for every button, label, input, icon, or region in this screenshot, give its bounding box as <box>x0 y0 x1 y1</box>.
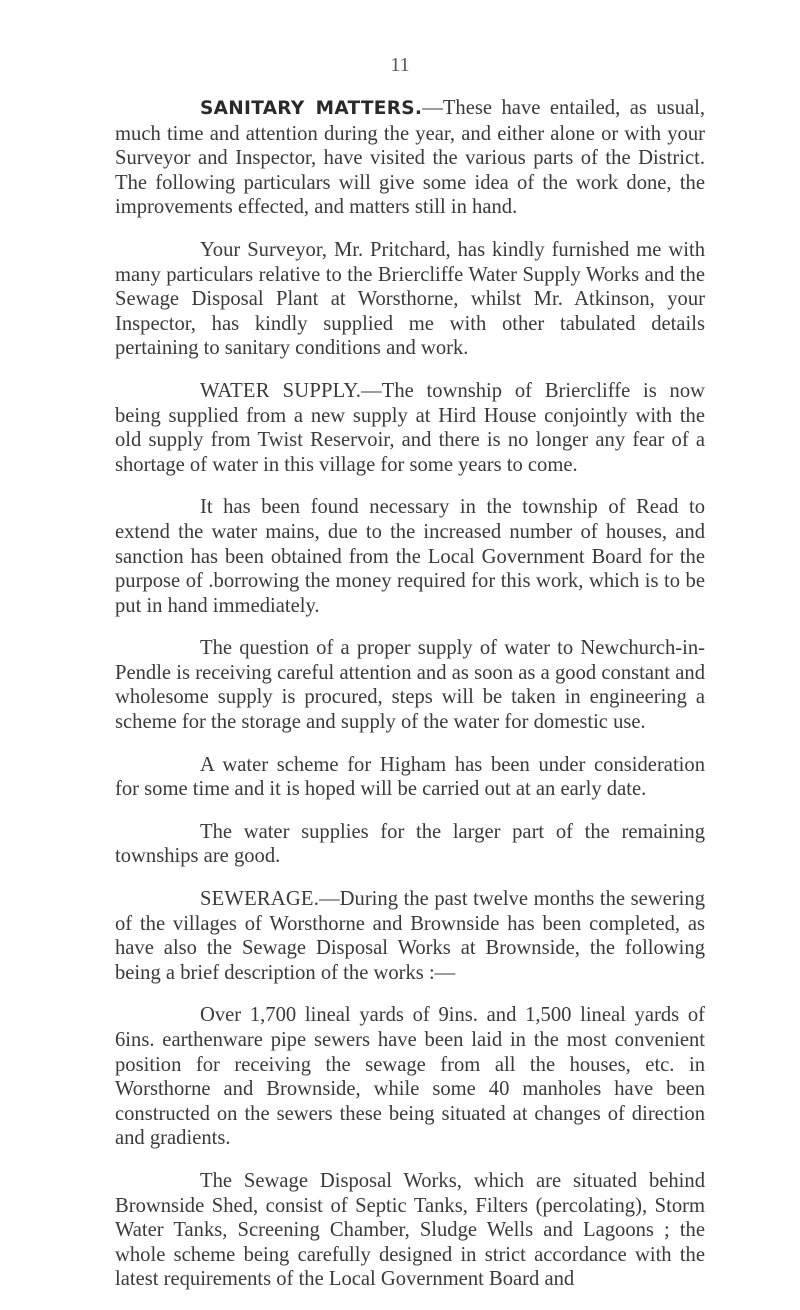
sewerage-heading: SEWERAGE. <box>200 888 320 911</box>
water-supply-text: —The township of Briercliffe is now being supplied from a new supply at Hird House conjointly with the old supply from Twist Reservoir, and there is no longer any fear of a shortage of water in this village for some years to come. <box>115 379 705 476</box>
surveyor-paragraph: Your Surveyor, Mr. Pritchard, has kindly furnished me with many particulars relative to the Briercliffe Water Supply Works and the Sewage Disposal Plant at Worsthorne, whilst Mr. Atkinson, your Inspector, has kindly supplied me with other tabulated details pertaining to sanitary conditions and work. <box>115 238 705 360</box>
sewerage-paragraph <box>115 887 705 985</box>
remaining-townships-paragraph: The water supplies for the larger part of the remaining townships are good. <box>115 820 705 868</box>
higham-paragraph: A water scheme for Higham has been under consideration for some time and it is hoped will be carried out at an early date. <box>115 753 705 801</box>
page-body <box>115 96 705 1310</box>
page-number: 11 <box>390 54 410 76</box>
sanitary-matters-heading: SANITARY MATTERS. <box>200 98 423 119</box>
sanitary-matters-paragraph <box>115 96 705 220</box>
newchurch-paragraph: The question of a proper supply of water to Newchurch-in-Pendle is receiving careful attention and as soon as a good constant and wholesome supply is procured, steps will be taken in engineering a scheme for the storage and supply of the water for domestic use. <box>115 637 705 734</box>
water-supply-paragraph <box>115 379 705 477</box>
sewerage-text: —During the past twelve months the sewering of the villages of Worsthorne and Brownside has been completed, as have also the Sewage Disposal Works at Brownside, the following being a brief description of the works :— <box>115 888 705 984</box>
pipe-sewers-paragraph: Over 1,700 lineal yards of 9ins. and 1,500 lineal yards of 6ins. earthenware pipe sewers have been laid in the most convenient position for receiving the sewage from all the houses, etc. in Worsthorne and Brownside, while some 40 manholes have been constructed on the sewers these being situated at changes of direction and gradients. <box>115 1004 705 1150</box>
water-supply-heading: WATER SUPPLY. <box>200 379 362 402</box>
read-township-paragraph: It has been found necessary in the township of Read to extend the water mains, due to the increased number of houses, and sanction has been obtained from the Local Government Board for the purpose of .borrowing the money required for this work, which is to be put in hand immediately. <box>115 496 705 617</box>
sewage-disposal-paragraph: The Sewage Disposal Works, which are situated behind Brownside Shed, consist of Septic Tanks, Filters (percolating), Storm Water Tanks, Screening Chamber, Sludge Wells and Lagoons ; the whole scheme being carefully designed in strict accordance with the latest requirements of the Local Government Board and <box>115 1169 705 1291</box>
sanitary-matters-text: —These have entailed, as usual, much time and attention during the year, and either alone or with your Surveyor and Inspector, have visited the various parts of the District. The following particulars will give some idea of the work done, the improvements effected, and matters still in hand. <box>115 97 705 219</box>
